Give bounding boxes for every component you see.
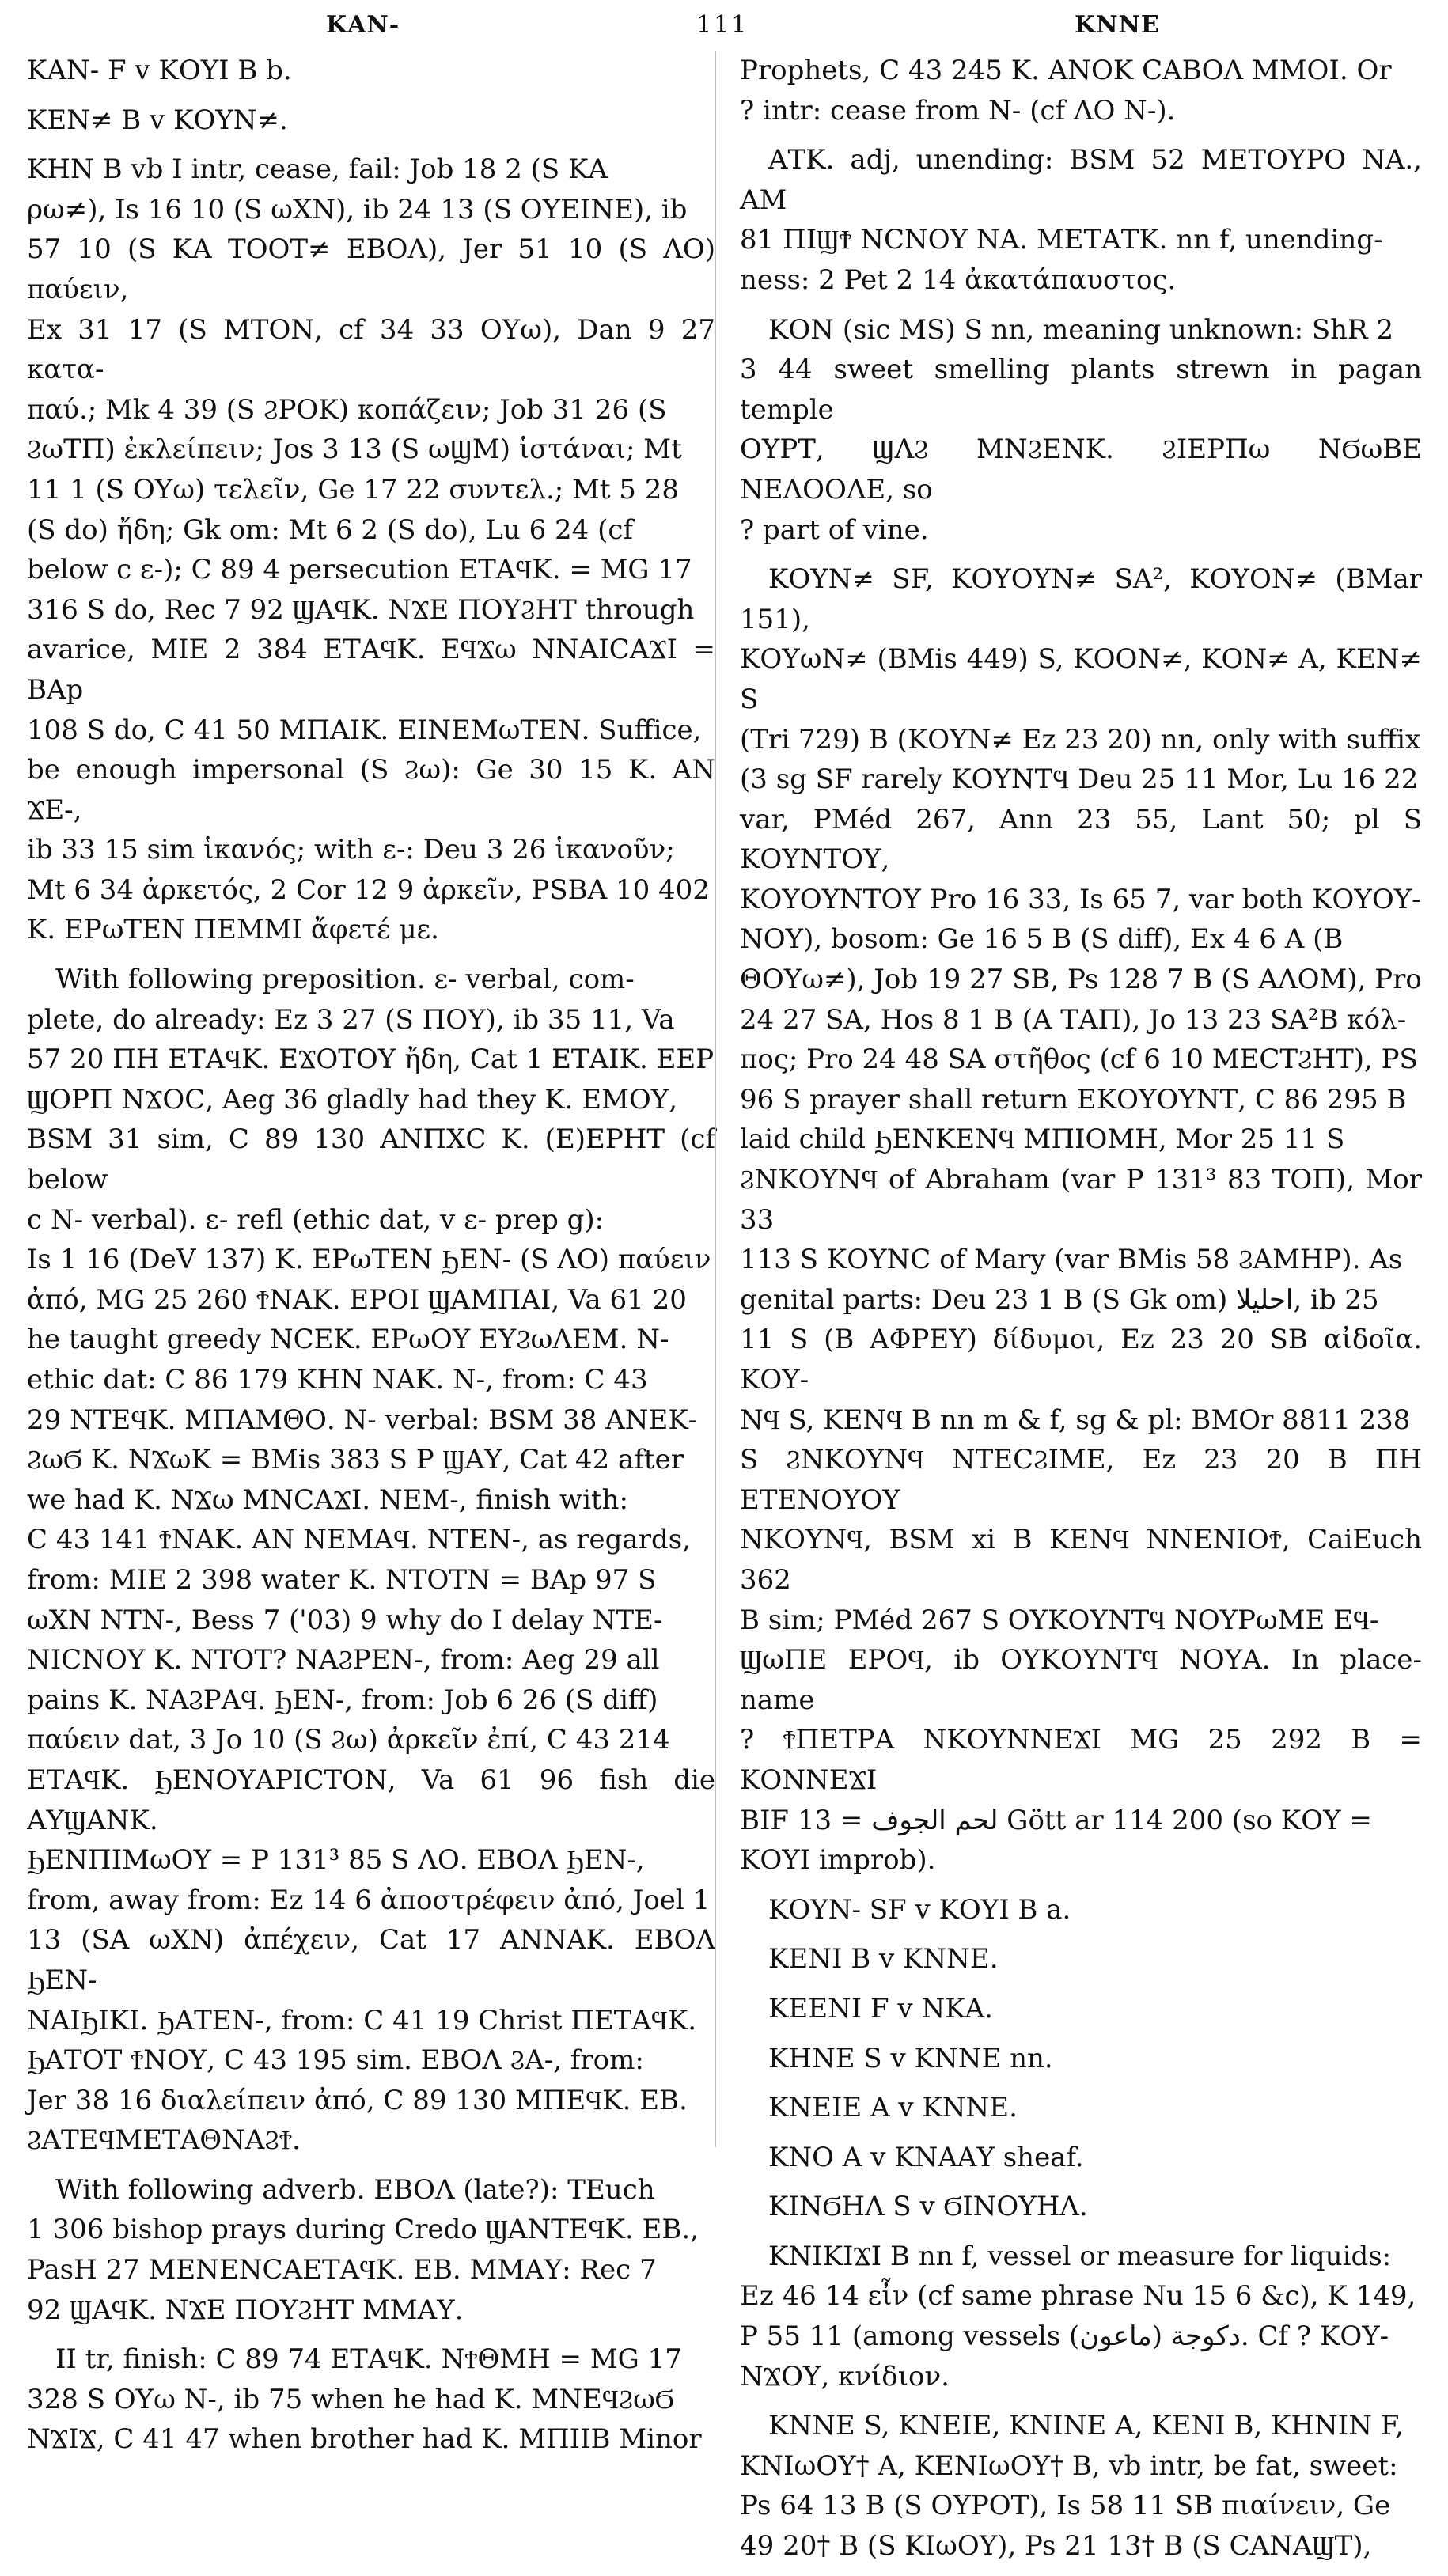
entry-line: Ex 31 17 (S ΜΤΟΝ, cf 34 33 ΟΥω), Dan 9 27 κατα- — [27, 313, 715, 386]
entry-line: Is 1 16 (DeV 137) Κ. ΕΡωΤΕΝ ϦΕΝ- (S ΛΟ) παύειν — [27, 1244, 711, 1276]
entry-line: ϨωΤΠ) ἐκλείπειν; Jos 3 13 (S ωϢΜ) ἱστάναι; Mt — [27, 434, 682, 466]
entry-line: πος; Pro 24 48 SA στῆθος (cf 6 10 ΜΕϹΤϨΗΤ), PS — [740, 1044, 1418, 1076]
entry-line: ? ϮΠΕΤΡΑ ΝΚΟΥΝΝΕϪΙ MG 25 292 B = ΚΟΝΝΕϪΙ — [740, 1724, 1422, 1796]
entry-line: 113 S ΚΟΥΝϹ of Mary (var BMis 58 ϨΑΜΗΡ). As — [740, 1244, 1403, 1276]
running-head-right: ΚΝΝΕ — [1075, 11, 1160, 39]
entry-line: 1 306 bishop prays during Credo ϢΑΝΤΕϤΚ. ΕΒ., — [27, 2214, 699, 2246]
entry-line: 108 S do, C 41 50 ΜΠΑΙΚ. ΕΙΝΕΜωΤΕΝ. Suffice, — [27, 714, 702, 746]
entry-line: 13 (SA ωΧΝ) ἀπέχειν, Cat 17 ΑΝΝΑΚ. ΕΒΟΛ ϦΕΝ- — [27, 1924, 715, 1996]
entry-line: B sim; PMéd 267 S ΟΥΚΟΥΝΤϤ ΝΟΥΡωΜΕ ΕϤ- — [740, 1604, 1379, 1636]
entry-line: ΝΑΙϦΙΚΙ. ϦΑΤΕΝ-, from: C 41 19 Christ ΠΕΤΑϤΚ. — [27, 2004, 697, 2036]
entry-line: ΝΙϹΝΟΥ Κ. ΝΤΟΤ? ΝΑϨΡΕΝ-, from: Aeg 29 all — [27, 1644, 660, 1676]
entry-line: ethic dat: C 86 179 ΚΗΝ ΝΑΚ. Ν-, from: C 43 — [27, 1364, 648, 1396]
entry-line: var, PMéd 267, Ann 23 55, Lant 50; pl S ΚΟΥΝΤΟΥ, — [740, 803, 1422, 876]
entry-line: ΚΟΥΙ improb). — [740, 1844, 936, 1877]
entry-line: 92 ϢΑϤΚ. ΝϪΕ ΠΟΥϨΗΤ ΜΜΑΥ. — [27, 2294, 464, 2326]
entry-line: ϨωϬ Κ. ΝϪωΚ = BMis 383 S Ρ ϢΑΥ, Cat 42 after — [27, 1444, 684, 1476]
entry-line: ΚΟΥΟΥΝΤΟΥ Pro 16 33, Is 65 7, var both ΚΟΥΟΥ- — [740, 883, 1421, 915]
running-head-left: ΚΑΝ- — [326, 11, 400, 39]
entry-line: παύ.; Mk 4 39 (S ϨΡΟΚ) κοπάζειν; Job 31 26 (S — [27, 393, 667, 426]
entry-line: ΚΕΝΙ B v ΚΝΝΕ. — [768, 1943, 999, 1976]
entry-line: P 55 11 (among vessels دكوجة (ماعون). Cf ? ΚΟΥ- — [740, 2320, 1389, 2353]
entry-line: he taught greedy ΝϹΕΚ. ΕΡωΟΥ ΕΥϨωΛΕΜ. Ν- — [27, 1324, 669, 1356]
dictionary-entry — [27, 960, 715, 2161]
entry-line: we had Κ. ΝϪω ΜΝϹΑϪΙ. ΝΕΜ-, finish with: — [27, 1483, 628, 1516]
entry-line: BIF 13 = لحم الجوف Gött ar 114 200 (so ΚΟΥ = — [740, 1804, 1372, 1836]
entry-line: 328 S ΟΥω Ν-, ib 75 when he had Κ. ΜΝΕϤϨωϬ — [27, 2383, 674, 2415]
entry-line: ? intr: cease from Ν- (cf ΛΟ Ν-). — [740, 94, 1176, 127]
entry-line: ness: 2 Pet 2 14 ἀκατάπαυστος. — [740, 263, 1177, 296]
entry-line: c Ν- verbal). ε- refl (ethic dat, v ε- prep g): — [27, 1203, 605, 1236]
entry-line: 11 1 (S ΟΥω) τελεῖν, Ge 17 22 συντελ.; Mt 5 28 — [27, 473, 680, 506]
entry-line: ΚΟΥΝ- SF v ΚΟΥΙ B a. — [768, 1893, 1071, 1926]
entry-line: ΝϪΟΥ, κνίδιον. — [740, 2360, 950, 2392]
entry-line: pains Κ. ΝΑϨΡΑϤ. ϦΕΝ-, from: Job 6 26 (S diff) — [27, 1684, 658, 1716]
entry-line: from, away from: Ez 14 6 ἀποστρέφειν ἀπό, Joel 1 — [27, 1884, 711, 1916]
entry-line: Jer 38 16 διαλείπειν ἀπό, C 89 130 ΜΠΕϤΚ. ΕΒ. — [27, 2084, 688, 2116]
entry-line: ? part of vine. — [740, 513, 929, 546]
entry-line: ΚΑΝ- F v ΚΟΥΙ B b. — [27, 55, 292, 86]
dictionary-entry — [740, 2088, 1422, 2128]
entry-line: ΚΙΝϬΗΛ S v ϬΙΝΟΥΗΛ. — [768, 2191, 1088, 2223]
entry-line: 24 27 SA, Hos 8 1 B (A ΤΑΠ), Jo 13 23 SA²B κόλ- — [740, 1003, 1407, 1036]
entry-line: Κ. ΕΡωΤΕΝ ΠΕΜΜΙ ἄφετέ με. — [27, 914, 439, 946]
entry-line: 3 44 sweet smelling plants strewn in pagan temple — [740, 354, 1422, 426]
entry-line: ϨΑΤΕϤΜΕΤΑΘΝΑϨϮ. — [27, 2124, 301, 2157]
entry-line: II tr, finish: C 89 74 ΕΤΑϤΚ. ΝϮΘΜΗ = MG 17 — [55, 2343, 682, 2376]
entry-line: ΚΝΙΚΙϪΙ B nn f, vessel or measure for liquids: — [768, 2240, 1392, 2272]
dictionary-entry — [740, 2039, 1422, 2079]
entry-line: ΚΕΕΝΙ F v ΝΚΑ. — [768, 1992, 993, 2025]
running-head — [32, 11, 1416, 43]
entry-line: 57 20 ΠΗ ΕΤΑϤΚ. ΕϪΟΤΟΥ ἤδη, Cat 1 ΕΤΑΙΚ. ΕΕΡ — [27, 1044, 715, 1076]
entry-line: 81 ΠΙϢϮ ΝϹΝΟΥ ΝΑ. ΜΕΤΑΤΚ. nn f, unending- — [740, 224, 1383, 256]
right-column — [740, 51, 1422, 2576]
entry-line: ΝϪΙϪ, C 41 47 when brother had Κ. ΜΠΙΙΒ Minor — [27, 2423, 702, 2456]
page-number: 111 — [696, 11, 749, 39]
entry-line: (S do) ἤδη; Gk om: Mt 6 2 (S do), Lu 6 24 (cf — [27, 513, 634, 546]
entry-line: BSM 31 sim, C 89 130 ΑΝΠΧϹ Κ. (Ε)ΕΡΗΤ (cf below — [27, 1123, 715, 1196]
entry-line: ΚΝΝΕ S, ΚΝΕΙΕ, ΚΝΙΝΕ A, ΚΕΝΙ B, ΚΗΝΙΝ F, — [768, 2410, 1404, 2442]
entry-line: With following preposition. ε- verbal, com- — [55, 964, 635, 996]
entry-line: Ps 64 13 B (S ΟΥΡΟΤ), Is 58 11 SB πιαίνειν, Ge — [740, 2490, 1391, 2522]
entry-line: With following adverb. ΕΒΟΛ (late?): TEuch — [55, 2173, 655, 2206]
entry-line: ΑΤΚ. adj, unending: BSM 52 ΜΕΤΟΥΡΟ ΝΑ., AM — [740, 144, 1422, 216]
entry-line: ΚΕΝ≠ B v ΚΟΥΝ≠. — [27, 104, 288, 136]
entry-line: plete, do already: Ez 3 27 (S ΠΟΥ), ib 35 11, Va — [27, 1003, 675, 1036]
dictionary-entry — [740, 2138, 1422, 2178]
dictionary-entry — [740, 2237, 1422, 2396]
entry-line: avarice, MIE 2 384 ΕΤΑϤΚ. ΕϤϪω ΝΝΑΙϹΑϪΙ = BAp — [27, 634, 716, 706]
entry-line: ΘΟΥω≠), Job 19 27 SB, Ps 128 7 B (S ΑΛΟΜ), Pro — [740, 964, 1422, 996]
entry-line: Mt 6 34 ἀρκετός, 2 Cor 12 9 ἀρκεῖν, PSBA 10 402 — [27, 873, 710, 906]
entry-line: ϦΑΤΟΤ ϮΝΟΥ, C 43 195 sim. ΕΒΟΛ ϨΑ-, from: — [27, 2044, 644, 2077]
entry-line: ΚΟΥωΝ≠ (BMis 449) S, ΚΟΟΝ≠, ΚΟΝ≠ A, ΚΕΝ≠ S — [740, 643, 1422, 715]
entry-line: 49 20† B (S ΚΙωΟΥ), Ps 21 13† B (S ϹΑΝΑϢΤ), — [740, 2530, 1372, 2563]
dictionary-entry — [740, 51, 1422, 131]
entry-line: ϢΟΡΠ ΝϪΟϹ, Aeg 36 gladly had they Κ. ΕΜΟΥ, — [27, 1083, 678, 1116]
dictionary-entry — [740, 2187, 1422, 2227]
entry-line: ϦΕΝΠΙΜωΟΥ = P 131³ 85 S ΛΟ. ΕΒΟΛ ϦΕΝ-, — [27, 1844, 645, 1877]
dictionary-entry — [740, 140, 1422, 300]
entry-line: ἀπό, MG 25 260 ϮΝΑΚ. ΕΡΟΙ ϢΑΜΠΑΙ, Va 61 20 — [27, 1283, 687, 1316]
entry-line: ΚΗΝΕ S v ΚΝΝΕ nn. — [768, 2042, 1053, 2074]
entry-line: S ϨΝΚΟΥΝϤ ΝΤΕϹϨΙΜΕ, Ez 23 20 B ΠΗ ΕΤΕΝΟΥΟΥ — [740, 1444, 1422, 1516]
entry-line: PasH 27 ΜΕΝΕΝϹΑΕΤΑϤΚ. ΕΒ. ΜΜΑΥ: Rec 7 — [27, 2254, 657, 2286]
dictionary-entry — [740, 1939, 1422, 1979]
dictionary-entry — [27, 2170, 715, 2330]
dictionary-entry — [27, 51, 715, 91]
dictionary-entry — [27, 150, 715, 950]
entry-line: ΚΝΙωΟΥ† A, ΚΕΝΙωΟΥ† B, vb intr, be fat, sweet: — [740, 2449, 1398, 2482]
left-column — [27, 51, 715, 2469]
entry-line: (Tri 729) B (ΚΟΥΝ≠ Ez 23 20) nn, only with suffix — [740, 723, 1421, 756]
entry-line: ρω≠), Is 16 10 (S ωΧΝ), ib 24 13 (S ΟΥΕΙΝΕ), ib — [27, 193, 688, 225]
entry-line: ΕΤΑϤΚ. ϦΕΝΟΥΑΡΙϹΤΟΝ, Va 61 96 fish die ΑΥϢΑΝΚ. — [27, 1763, 715, 1836]
entry-line: ϨΝΚΟΥΝϤ of Abraham (var P 131³ 83 ΤΟΠ), Mor 33 — [740, 1164, 1422, 1236]
entry-line: ΚΟΥΝ≠ SF, ΚΟΥΟΥΝ≠ SA², ΚΟΥΟΝ≠ (BMar 151), — [740, 563, 1422, 635]
entry-line: genital parts: Deu 23 1 B (S Gk om) احليلا, ib 25 — [740, 1283, 1379, 1316]
entry-line: ΚΝΕΙΕ A v ΚΝΝΕ. — [768, 2092, 1018, 2124]
entry-line: ΚΟΝ (sic MS) S nn, meaning unknown: ShR 2 — [768, 313, 1394, 346]
entry-line: ωΧΝ ΝΤΝ-, Bess 7 ('03) 9 why do I delay ΝΤΕ- — [27, 1604, 663, 1636]
dictionary-entry — [740, 310, 1422, 551]
dictionary-entry — [740, 1890, 1422, 1930]
entry-line: ΚΗΝ B vb I intr, cease, fail: Job 18 2 (S ΚΑ — [27, 153, 608, 186]
entry-line: ΟΥΡΤ, ϢΛϨ ΜΝϨΕΝΚ. ϨΙΕΡΠω ΝϬωΒΕ ΝΕΛΟΟΛΕ, so — [740, 434, 1422, 506]
entry-line: ΝϤ S, ΚΕΝϤ B nn m & f, sg & pl: BMOr 8811 238 — [740, 1404, 1411, 1436]
entry-line: (3 sg SF rarely ΚΟΥΝΤϤ Deu 25 11 Mor, Lu 16 22 — [740, 763, 1419, 796]
entry-line: below c ε-); C 89 4 persecution ΕΤΑϤΚ. = MG 17 — [27, 554, 692, 586]
entry-line: Prophets, C 43 245 Κ. ΑΝΟΚ ϹΑΒΟΛ ΜΜΟΙ. Or — [740, 55, 1392, 86]
entry-line: 96 S prayer shall return ΕΚΟΥΟΥΝΤ, C 86 295 B — [740, 1083, 1407, 1116]
entry-line: ΚΝΟ A v ΚΝΑΑΥ sheaf. — [768, 2141, 1084, 2173]
entry-line: ib 33 15 sim ἱκανός; with ε-: Deu 3 26 ἱκανοῦν; — [27, 834, 675, 866]
entry-line: ΝΟΥ), bosom: Ge 16 5 B (S diff), Ex 4 6 A (B — [740, 923, 1344, 956]
entry-line: 316 S do, Rec 7 92 ϢΑϤΚ. ΝϪΕ ΠΟΥϨΗΤ through — [27, 593, 695, 626]
entry-line: 57 10 (S ΚΑ ΤΟΟΤ≠ ΕΒΟΛ), Jer 51 10 (S ΛΟ) παύειν, — [27, 233, 715, 305]
column-divider — [715, 51, 716, 2147]
dictionary-entry — [740, 1989, 1422, 2029]
entry-line: C 43 141 ϮΝΑΚ. ΑΝ ΝΕΜΑϤ. ΝΤΕΝ-, as regards, — [27, 1524, 691, 1556]
entry-line: 29 ΝΤΕϤΚ. ΜΠΑΜΘΟ. Ν- verbal: BSM 38 ΑΝΕΚ- — [27, 1404, 698, 1436]
entry-line: from: MIE 2 398 water Κ. ΝΤΟΤΝ = BAp 97 S — [27, 1563, 657, 1596]
entry-line: 11 S (B ΑΦΡΕΥ) δίδυμοι, Ez 23 20 SB αἰδοῖα. ΚΟΥ- — [740, 1324, 1422, 1396]
entry-line: laid child ϦΕΝΚΕΝϤ ΜΠΙΟΜΗ, Mor 25 11 S — [740, 1123, 1345, 1156]
dictionary-entry — [27, 2339, 715, 2460]
entry-line: παύειν dat, 3 Jo 10 (S Ϩω) ἀρκεῖν ἐπί, C 43 214 — [27, 1724, 670, 1756]
dictionary-entry — [27, 100, 715, 141]
entry-line: ΝΚΟΥΝϤ, BSM xi B ΚΕΝϤ ΝΝΕΝΙΟϮ, CaiEuch 362 — [740, 1524, 1422, 1596]
entry-line: ϢωΠΕ ΕΡΟϤ, ib ΟΥΚΟΥΝΤϤ ΝΟΥΑ. In place-name — [740, 1644, 1422, 1716]
dictionary-entry — [740, 559, 1422, 1881]
dictionary-entry — [740, 2406, 1422, 2566]
entry-line: Ez 46 14 εἶν (cf same phrase Nu 15 6 &c), K 149, — [740, 2280, 1416, 2313]
entry-line: be enough impersonal (S Ϩω): Ge 30 15 Κ. ΑΝ ϪΕ-, — [27, 754, 715, 826]
